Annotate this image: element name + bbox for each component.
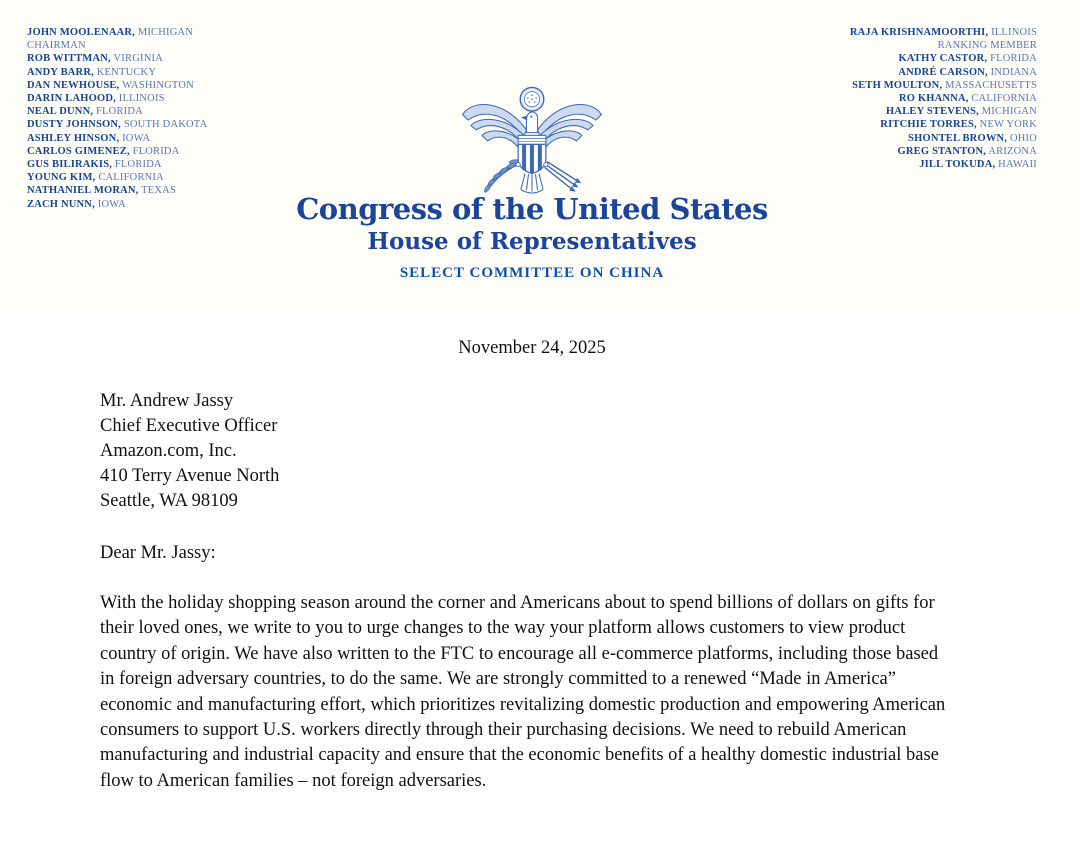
member-name: DARIN LAHOOD, [27, 93, 116, 105]
member-name: RO KHANNA, [898, 93, 969, 105]
member-name: DUSTY JOHNSON, [27, 119, 122, 131]
member-state: IOWA [94, 198, 126, 210]
member-state: FLORIDA [129, 145, 180, 157]
member-name: DAN NEWHOUSE, [27, 79, 120, 91]
member-state: TEXAS [138, 185, 176, 197]
member-name: JOHN MOOLENAAR, [27, 27, 135, 38]
member-state: WASHINGTON [119, 79, 194, 91]
member-state: HAWAII [995, 159, 1037, 171]
member-state: RANKING MEMBER [937, 40, 1037, 52]
address-line: Seattle, WA 98109 [100, 491, 238, 511]
member-state: MASSACHUSETTS [942, 79, 1037, 91]
member-name: ROB WITTMAN, [27, 53, 111, 65]
member-state: ILLINOIS [115, 93, 165, 105]
member-name: GUS BILIRAKIS, [27, 159, 113, 171]
house-title: House of Representatives [367, 228, 697, 255]
member-state: ILLINOIS [988, 27, 1037, 38]
member-state: FLORIDA [987, 53, 1037, 65]
member-name: NEAL DUNN, [27, 106, 94, 118]
recipient-address [100, 389, 279, 514]
member-state: INDIANA [987, 66, 1037, 78]
address-line: 410 Terry Avenue North [100, 466, 280, 486]
member-name: JILL TOKUDA, [919, 159, 996, 171]
member-name: HALEY STEVENS, [886, 106, 979, 118]
member-state: MICHIGAN [135, 27, 194, 38]
member-name: ANDRÉ CARSON, [898, 66, 988, 78]
letterhead-center [0, 0, 1064, 310]
address-line: Mr. Andrew Jassy [100, 391, 234, 411]
letterhead [0, 0, 1080, 310]
member-name: RITCHIE TORRES, [880, 119, 977, 131]
member-state: NEW YORK [976, 119, 1037, 131]
member-name: NATHANIEL MORAN, [27, 185, 139, 197]
congress-title: Congress of the United States [296, 192, 768, 226]
member-name: YOUNG KIM, [27, 172, 96, 184]
member-state: IOWA [119, 132, 151, 144]
member-name: ZACH NUNN, [27, 198, 95, 210]
member-state: SOUTH DAKOTA [121, 119, 208, 131]
letter-date: November 24, 2025 [458, 338, 606, 358]
member-name: RAJA KRISHNAMOORTHI, [849, 27, 989, 38]
member-state: FLORIDA [112, 159, 162, 171]
member-state: OHIO [1007, 132, 1037, 144]
member-name: ANDY BARR, [27, 66, 94, 78]
member-name: KATHY CASTOR, [898, 53, 988, 65]
member-name: CARLOS GIMENEZ, [27, 145, 130, 157]
member-state: CALIFORNIA [95, 172, 164, 184]
member-state: FLORIDA [93, 106, 143, 118]
member-name: SHONTEL BROWN, [908, 132, 1008, 144]
great-seal-eagle-icon [455, 84, 609, 202]
member-name: GREG STANTON, [897, 145, 987, 157]
committee-title: SELECT COMMITTEE ON CHINA [399, 265, 665, 281]
member-state: ARIZONA [986, 145, 1037, 157]
body-paragraph: With the holiday shopping season around the corner and Americans about to spend billions of dollars on gifts for their loved ones, we write to you to urge changes to the way your platform allows customers to view product country of origin. We have also written to the FTC to encourage all e-commerce platforms, including those based in foreign adversary countries, to do the same. We are strongly committed to a renewed “Made in America” economic and manufacturing effort, which prioritizes revitalizing domestic production and empowering American consumers to support U.S. workers directly through their purchasing decisions. We need to rebuild American manufacturing and industrial capacity and ensure that the economic benefits of a healthy domestic industrial base flow to American families – not foreign adversaries. [100, 593, 946, 791]
address-line: Chief Executive Officer [100, 416, 278, 436]
member-state: CALIFORNIA [968, 93, 1037, 105]
member-state: VIRGINIA [110, 53, 163, 65]
member-state: MICHIGAN [978, 106, 1037, 118]
address-line: Amazon.com, Inc. [100, 441, 237, 461]
member-name: ASHLEY HINSON, [27, 132, 120, 144]
member-state: KENTUCKY [93, 66, 157, 78]
member-name: SETH MOULTON, [852, 79, 943, 91]
salutation: Dear Mr. Jassy: [100, 543, 216, 563]
member-state: CHAIRMAN [27, 40, 86, 52]
